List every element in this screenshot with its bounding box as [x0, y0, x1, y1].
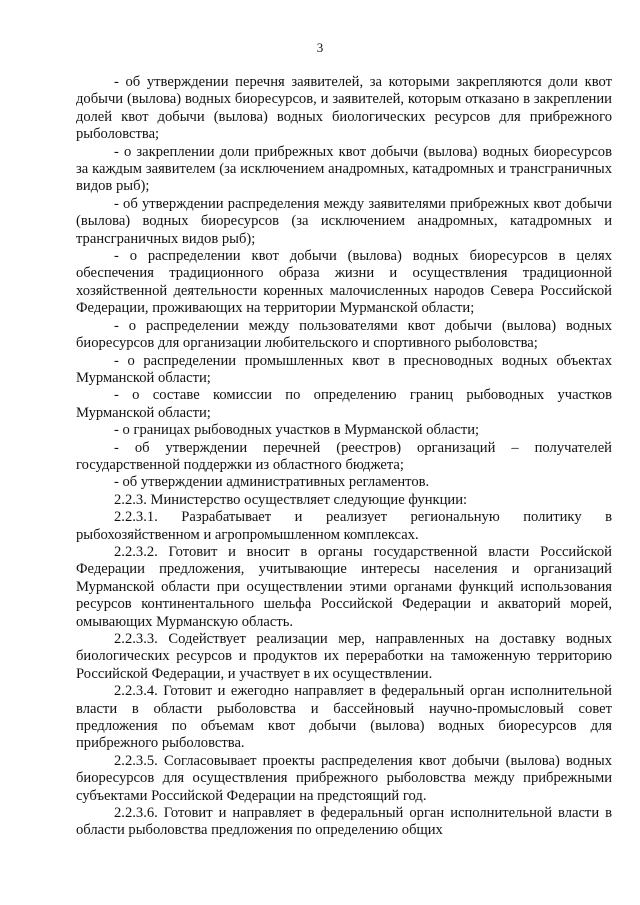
paragraph-15: 2.2.3.4. Готовит и ежегодно направляет в федеральный орган исполнительной власти в области рыболовства и бассейновый научно-промысловый совет предложения по объемам квот добычи (вылова) водных биоресурсов для прибрежного рыболовства.	[76, 683, 612, 752]
paragraph-16: 2.2.3.5. Согласовывает проекты распределения квот добычи (вылова) водных биоресурсов для осуществления прибрежного рыболовства между прибрежными субъектами Российской Федерации на предстоящий год.	[76, 752, 612, 804]
paragraph-6: - о распределении промышленных квот в пресноводных водных объектах Мурманской области;	[76, 352, 612, 386]
paragraph-14: 2.2.3.3. Содействует реализации мер, направленных на доставку водных биологических ресурсов и продуктов их переработки на таможенную территорию Российской Федерации, и участвует в их осуществлении.	[76, 631, 612, 682]
paragraph-2: - о закреплении доли прибрежных квот добычи (вылова) водных биоресурсов за каждым заявителем (за исключением анадромных, катадромных и трансграничных видов рыб);	[76, 143, 612, 195]
paragraph-8: - о границах рыбоводных участков в Мурманской области;	[114, 422, 480, 439]
paragraph-17: 2.2.3.6. Готовит и направляет в федеральный орган исполнительной власти в области рыболовства предложения по определению общих	[76, 805, 612, 839]
paragraph-7: - о составе комиссии по определению границ рыбоводных участков Мурманской области;	[76, 387, 612, 421]
paragraph-3: - об утверждении распределения между заявителями прибрежных квот добычи (вылова) водных биоресурсов (за исключением анадромных, катадромных и трансграничных видов рыб);	[76, 195, 612, 247]
page-number: 3	[316, 40, 324, 55]
paragraph-10: - об утверждении административных регламентов.	[114, 474, 430, 491]
paragraph-9: - об утверждении перечней (реестров) организаций – получателей государственной поддержки из областного бюджета;	[76, 439, 612, 473]
paragraph-5: - о распределении между пользователями квот добычи (вылова) водных биоресурсов для организации любительского и спортивного рыболовства;	[76, 317, 612, 352]
paragraph-13: 2.2.3.2. Готовит и вносит в органы государственной власти Российской Федерации предложения, учитывающие интересы населения и организаций Мурманской области при осуществлении этими органами функций использования ресурсов континентального шельфа Российской Федерации и акваторий морей, омывающих Мурманскую область.	[76, 543, 612, 630]
paragraph-12: 2.2.3.1. Разрабатывает и реализует региональную политику в рыбохозяйственном и агропромышленном комплексах.	[76, 509, 612, 543]
paragraph-11: 2.2.3. Министерство осуществляет следующие функции:	[114, 491, 468, 508]
paragraph-4: - о распределении квот добычи (вылова) водных биоресурсов в целях обеспечения традиционного образа жизни и осуществления традиционной хозяйственной деятельности коренных малочисленных народов Севера Российской Федерации, проживающих на территории Мурманской области;	[76, 248, 612, 317]
paragraph-1: - об утверждении перечня заявителей, за которыми закрепляются доли квот добычи (вылова) водных биоресурсов, и заявителей, которым отказано в закреплении долей квот добычи (вылова) водных биологических ресурсов для прибрежного рыболовства;	[76, 74, 612, 143]
